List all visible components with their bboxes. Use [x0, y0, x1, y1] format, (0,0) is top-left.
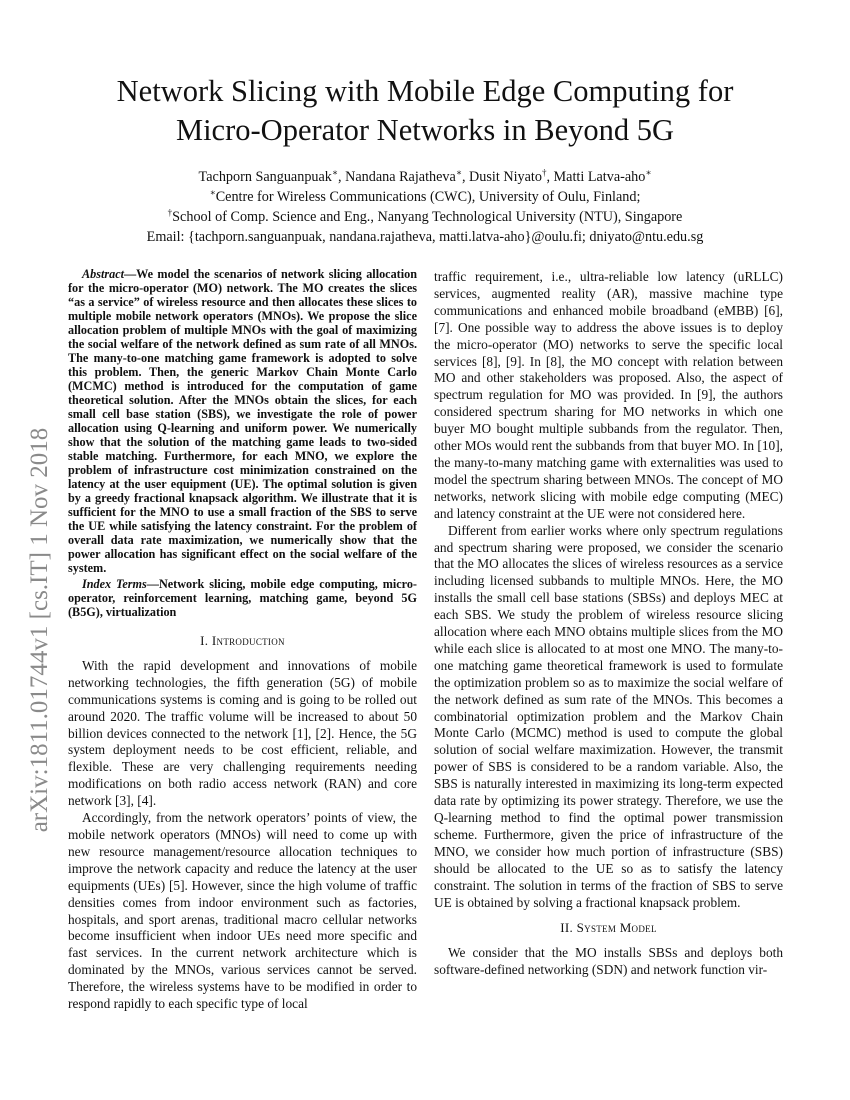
section-heading-introduction: I. Introduction: [200, 633, 285, 648]
right-column: [434, 269, 783, 979]
affiliation-2: †School of Comp. Science and Eng., Nanyang Technological University (NTU), Singapore: [167, 207, 683, 225]
paper-title: [60, 72, 790, 150]
abstract-label: Abstract: [82, 267, 124, 281]
author-name: Tachporn Sanguanpuak: [198, 169, 332, 185]
author-mark: ∗: [331, 167, 339, 178]
section-heading-system-model: II. System Model: [560, 920, 657, 936]
affiliation-1: ∗Centre for Wireless Communications (CWC), University of Oulu, Finland;: [209, 187, 641, 205]
abstract: [68, 267, 417, 575]
title-line-2: Micro-Operator Networks in Beyond 5G: [175, 113, 675, 147]
system-model-paragraph-1: We consider that the MO installs SBSs and deploys both software-defined networking (SDN) and network function vir-: [434, 945, 783, 978]
author-name: Matti Latva-aho: [553, 169, 646, 185]
abstract-text: —We model the scenarios of network slicing allocation for the micro-operator (MO) network. The MO creates the slices “as a service” of wireless resource and then allocates these slices to multiple mobile network operators (MNOs). We propose the slice allocation problem of multiple MNOs with the goal of maximizing the social welfare of the network defined as sum rate of all MNOs. The many-to-one matching game framework is adopted to solve this problem. Then, the generic Markov Chain Monte Carlo (MCMC) method is introduced for the computation of game theoretical solution. After the MNOs obtain the slices, for each small cell base station (SBS), we investigate the role of power allocation using Q-learning and uniform power. We numerically show that the solution of the matching game leads to two-sided stable matching. Furthermore, for each MNO, we explore the problem of infrastructure cost minimization constrained on the latency at the user equipment (UE). The optimal solution is given by a greedy fractional knapsack algorithm. We illustrate that it is sufficient for the MNO to use a small fraction of the SBS to serve the UE while satisfying the latency constraint. For the problem of overall data rate maximization, we numerically show that the power allocation has significant effect on the social welfare of the system.: [68, 267, 417, 575]
intro-paragraph-2: Accordingly, from the network operators’ points of view, the mobile network operators (MNOs) will need to come up with new resource management/resource allocation techniques to improve the network capacity and reduce the latency at the user equipments (UEs) [5]. However, since the high volume of traffic densities comes from indoor environment such as factories, hospitals, and sport arenas, traditional macro cellular networks become insufficient when indoor UEs need more specific and fast services. In the current network architecture which is dominated by the MNOs, various services cannot be served. Therefore, the wireless systems have to be modified in order to respond rapidly to each specific type of local: [68, 810, 417, 1012]
email-line: Email: {tachporn.sanguanpuak, nandana.rajatheva, matti.latva-aho}@oulu.fi; dniyato@ntu.edu.sg: [146, 229, 704, 245]
index-terms-label: Index Terms: [82, 577, 147, 591]
intro-paragraph-2-continued: traffic requirement, i.e., ultra-reliable low latency (uRLLC) services, augmented reality (AR), massive machine type communications and enhanced mobile broadband (eMBB) [6], [7]. One possible way to address the above issues is to deploy the micro-operator (MO) networks to serve the specific local services [8], [9]. In [8], the MO concept with relation between MO and other stakeholders was proposed. Also, the aspect of spectrum regulation for MO was provided. In [9], the authors considered spectrum sharing for MO networks in which one buyer MO bought multiple subbands from the regulator. Then, other MOs would rent the subbands from that buyer MO. In [10], the many-to-many matching game with externalities was used to model the spectrum sharing between MNOs. The concept of MO networks, network slicing with mobile edge computing (MEC) and latency constraint at the UE were not considered here.: [434, 269, 783, 521]
author-mark: ∗: [455, 167, 462, 178]
author-mark: †: [541, 167, 547, 178]
title-line-1: Network Slicing with Mobile Edge Computing for: [116, 74, 734, 108]
author-name: Dusit Niyato: [469, 169, 542, 185]
author-line: Tachporn Sanguanpuak∗, Nandana Rajatheva∗, Dusit Niyato†, Matti Latva-aho∗: [198, 167, 652, 185]
author-mark: ∗: [645, 167, 652, 178]
author-name: Nandana Rajatheva: [345, 169, 456, 185]
intro-paragraph-1: With the rapid development and innovations of mobile networking technologies, the fifth generation (5G) of mobile communications systems is coming and is going to be rolled out around 2020. The traffic volume will be increased to about 50 billion devices connected to the network [1], [2]. Hence, the 5G system deployment needs to be cost efficient, reliable, and flexible. These are very challenging requirements needing modifications on both radio access network (RAN) and core network [3], [4].: [68, 657, 417, 809]
author-block: [60, 167, 790, 247]
index-terms: [68, 577, 417, 619]
left-column: [68, 267, 417, 1013]
arxiv-identifier-text: arXiv:1811.01744v1 [cs.IT] 1 Nov 2018: [26, 427, 53, 833]
intro-paragraph-3: Different from earlier works where only spectrum regulations and spectrum sharing were proposed, we consider the scenario that the MO allocates the slices of wireless resources as a service including licensed subbands to multiple MNOs. Here, the MO installs the small cell base stations (SBSs) and deploys MEC at each SBS. We study the problem of wireless resource slicing allocation where each MNO obtains multiple slices from the MO while each slice is allocated to at most one MNO. The many-to-one matching game theoretical framework is used to formulate the optimization problem so as to maximize the social welfare of the network defined as sum rate of the MNOs. This becomes a combinatorial optimization problem and the Markov Chain Monte Carlo (MCMC) method is used to compute the global solution of social welfare maximization. However, the transmit power of SBS is considered to be a random variable. Also, the SBS is naturally interested in maximizing its long-term expected data rate by optimizing its power strategy. Therefore, we use the Q-learning method to find the optimal power transmission scheme. Furthermore, given the price of infrastructure of the MNO, we consider how much portion of infrastructure (SBS) should be allocated to the UE so as to satisfy the latency constraint. The solution in terms of the fraction of SBS to serve UE is obtained by solving a fractional knapsack problem.: [434, 522, 783, 910]
index-terms-text: —Network slicing, mobile edge computing, micro-operator, reinforcement learning, matching game, beyond 5G (B5G), virtualization: [68, 577, 417, 619]
